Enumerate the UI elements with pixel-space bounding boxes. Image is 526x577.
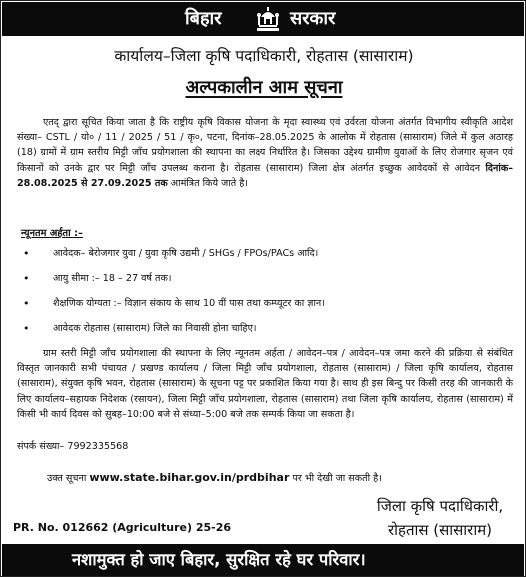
website-link[interactable]: www.state.bihar.gov.in/prdbihar [89,471,290,484]
office-title: कार्यालय–जिला कृषि पदाधिकारी, रोहतास (सासाराम) [114,47,414,65]
notice-title-text: अल्पकालीन आम सूचना [185,77,343,98]
intro-closing: आमंत्रित किये जाते है। [167,177,248,189]
intro-text: एतद् द्वारा सूचित किया जाता है कि राष्ट्रीय कृषि विकास योजना के मृदा स्वास्थ्य एवं उर्वरता योजना अंतर्गत विभागीय स्वीकृति आदेश संख्या– CSTL / यो० / 11 / 2025 / 51 / कृ०, पटना, दिनांक–28.05.2025 के आलोक में रोहतास (सासाराम) जिले में कुल अठारह (18) ग्रामों में ग्राम स्तरीय मिट्टी जाँच प्रयोगशाला की स्थापना का लक्ष्य निर्धारित है। जिसका उद्देश्य ग्रामीण युवाओं के लिए रोजगार सृजन एवं किसानों को उनके द्वार पर मिट्टी जाँच उपलब्ध कराना है। रोहतास (सासाराम) जिला क्षेत्र अंतर्गत इच्छुक आवेदकों से आवेदन [17,117,513,174]
bullet-icon: • [23,322,30,335]
bullet-icon: • [23,272,30,285]
criteria-item-text: आयु सीमा :– 18 – 27 वर्ष तक। [53,273,172,284]
footer-slogan: नशामुक्त हो जाए बिहार, सुरक्षित रहे घर परिवार। [72,550,366,569]
bihar-state-emblem-icon [254,5,282,33]
notice-title [1,77,526,99]
intro-paragraph [17,115,513,191]
criteria-item [17,322,507,347]
signature-block [365,494,515,542]
criteria-list [17,247,507,347]
website-suffix: पर भी देखी जा सकती है। [289,473,382,484]
criteria-item-text: आवेदक– बेरोजगार युवा / युवा कृषि उद्यमी / SHGs / FPOs/PACs आदि। [53,248,319,259]
government-banner [2,2,524,36]
application-deadline: दिनांक–28.08.2025 से 27.09.2025 तक [17,162,513,189]
banner-government-word: सरकार [290,8,336,29]
footer-slogan-banner [2,544,524,576]
signature-designation: जिला कृषि पदाधिकारी, [376,497,504,515]
criteria-item-text: शैक्षणिक योग्यता :– विज्ञान संकाय के साथ 10 वीं पास तथा कम्प्यूटर का ज्ञान। [53,298,325,309]
bullet-icon: • [23,297,30,310]
criteria-item [17,297,507,322]
banner-state-name: बिहार [185,8,222,29]
bullet-icon: • [23,247,30,260]
website-prefix: उक्त सूचना [47,473,90,484]
criteria-item-text: आवेदक रोहतास (सासाराम) जिले का निवासी होना चाहिए। [53,323,257,334]
signature-location: रोहतास (सासाराम) [387,521,493,539]
criteria-item [17,247,507,272]
details-paragraph: ग्राम स्तरी मिट्टी जाँच प्रयोगशाला की स्थापना के लिए न्यूनतम अर्हता / आवेदन–पत्र / आवेदन–पत्र जमा करने की प्रक्रिया से संबंधित विस्तृत जानकारी सभी पंचायत / प्रखण्ड कार्यालय / जिला मिट्टी जाँच प्रयोगशाला, रोहतास (सासाराम) / जिला कृषि कार्यालय, रोहतास (सासाराम), संयुक्त कृषि भवन, रोहतास (सासाराम) के सूचना पट्ट पर प्रकाशित किया गया है। साथ ही इस बिन्दु पर किसी तरह की जानकारी के लिए कार्यालय–सहायक निदेशक (रसायन), जिला मिट्टी जाँच प्रयोगशाला, रोहतास (सासाराम) तथा जिला कृषि कार्यालय, रोहतास (सासाराम) में किसी भी कार्य दिवस को सुबह–10:00 बजे से संध्या–5:00 बजे तक सम्पर्क किया जा सकता है। [17,348,513,420]
criteria-heading: न्यूनतम अर्हता :– [21,228,83,239]
contact-number: संपर्क संख्या– 7992335568 [17,441,129,452]
website-line [47,471,382,486]
pr-number: PR. No. 012662 (Agriculture) 25-26 [13,521,232,534]
criteria-item [17,272,507,297]
